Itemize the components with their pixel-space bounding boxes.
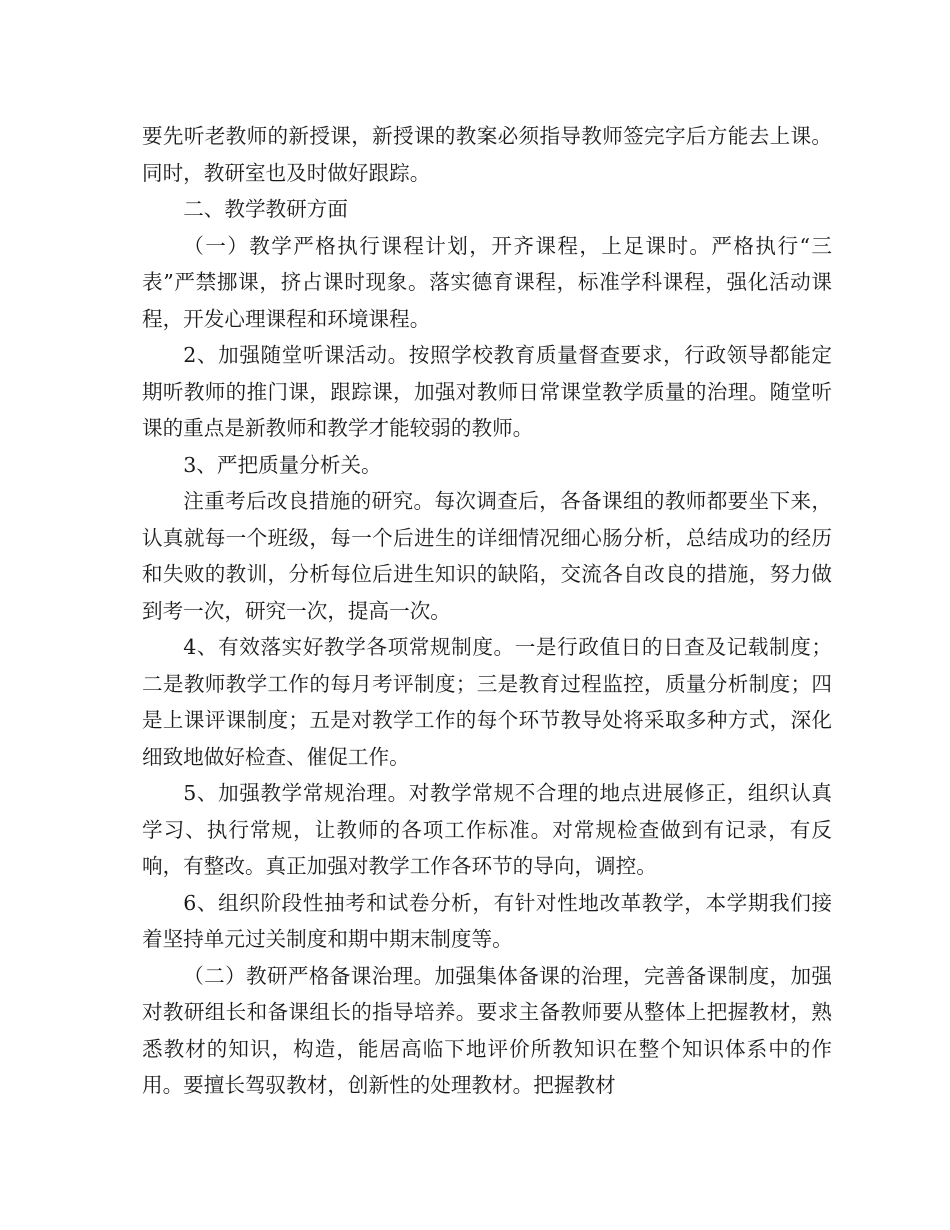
paragraph-lesson-preparation: （二）教研严格备课治理。加强集体备课的治理，完善备课制度，加强对教研组长和备课组长的指导培养。要求主备教师要从整体上把握教材，熟悉教材的知识，构造，能居高临下地评价所教知识在整个知识体系中的作用。要擅长驾驭教材，创新性的处理教材。把握教材 (142, 963, 832, 1097)
paragraph-curriculum-plan: （一）教学严格执行课程计划，开齐课程，上足课时。严格执行“三表”严禁挪课，挤占课时现象。落实德育课程，标准学科课程，强化活动课程，开发心理课程和环境课程。 (142, 233, 832, 331)
paragraph-quality-analysis-heading: 3、严把质量分析关。 (183, 452, 382, 477)
paragraph-routine-systems: 4、有效落实好教学各项常规制度。一是行政值日的日查及记载制度；二是教师教学工作的每月考评制度；三是教育过程监控，质量分析制度；四是上课评课制度；五是对教学工作的每个环节教导处将采取多种方式，深化细致地做好检查、催促工作。 (142, 635, 832, 769)
paragraph-class-observation: 2、加强随堂听课活动。按照学校教育质量督查要求，行政领导都能定期听教师的推门课，跟踪课，加强对教师日常课堂教学质量的治理。随堂听课的重点是新教师和教学才能较弱的教师。 (142, 343, 832, 440)
paragraph-stage-exams: 6、组织阶段性抽考和试卷分析，有针对性地改革教学，本学期我们接着坚持单元过关制度和期中期末制度等。 (142, 890, 832, 951)
paragraph-post-exam-improvement: 注重考后改良措施的研究。每次调查后，各备课组的教师都要坐下来，认真就每一个班级，每一个后进生的详细情况细心肠分析，总结成功的经历和失败的教训，分析每位后进生知识的缺陷，交流各自改良的措施，努力做到考一次，研究一次，提高一次。 (142, 489, 832, 623)
paragraph-routine-management: 5、加强教学常规治理。对教学常规不合理的地点进展修正，组织认真学习、执行常规，让教师的各项工作标准。对常规检查做到有记录，有反响，有整改。真正加强对教学工作各环节的导向，调控。 (142, 781, 832, 878)
paragraph-continuation: 要先听老教师的新授课，新授课的教案必须指导教师签完字后方能去上课。同时，教研室也及时做好跟踪。 (142, 124, 832, 185)
section-heading-teaching-research: 二、教学教研方面 (183, 197, 348, 221)
document-body (142, 118, 832, 1104)
